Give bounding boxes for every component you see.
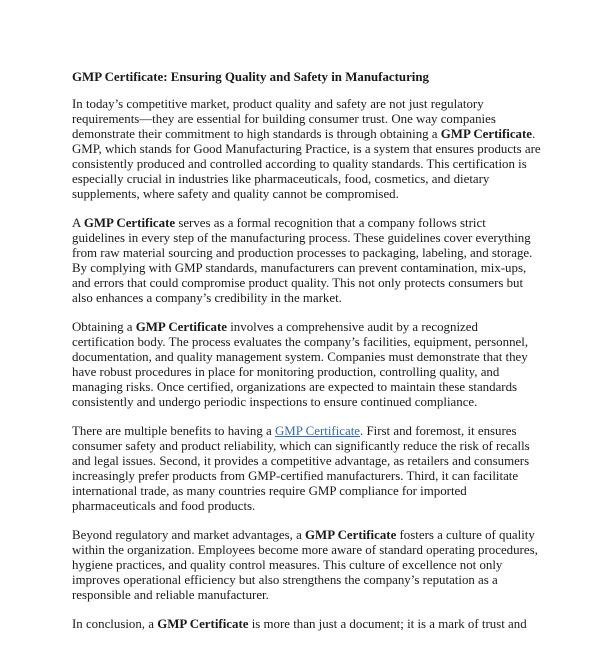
paragraph-culture (72, 528, 542, 603)
paragraph-intro (72, 97, 542, 202)
bold-term: GMP Certificate (135, 320, 227, 334)
text: Beyond regulatory and market advantages, a (72, 528, 306, 542)
bold-term: GMP Certificate (157, 617, 249, 631)
bold-term: GMP Certificate (440, 127, 533, 141)
text: In conclusion, a (72, 617, 158, 631)
text: . First and foremost, it ensures consumer safety and product reliability, which can significantly reduce the risk of recalls and legal issues. Second, it provides a competitive advantage, as retailers and consumers increasingly prefer products from GMP-certified manufacturers. Third, it can facilitate international trade, as many countries require GMP compliance for imported pharmaceuticals and food products. (72, 424, 530, 513)
text: Obtaining a (72, 320, 136, 334)
gmp-certificate-link[interactable]: GMP Certificate (274, 424, 361, 438)
paragraph-benefits (72, 424, 542, 514)
text: serves as a formal recognition that a company follows strict guidelines in every step of the manufacturing process. These guidelines cover everything from raw material sourcing and production processes to packaging, labeling, and storage. By complying with GMP standards, manufacturers can prevent contamination, mix-ups, and errors that could compromise product quality. This not only protects consumers but also enhances a company’s credibility in the market. (72, 216, 533, 305)
paragraph-audit (72, 320, 542, 410)
paragraph-conclusion (72, 617, 542, 632)
text: A (72, 216, 84, 230)
text: There are multiple benefits to having a (72, 424, 275, 438)
text: fosters a culture of quality within the organization. Employees become more aware of standard operating procedures, hygiene practices, and quality control measures. This culture of excellence not only improves operational efficiency but also strengthens the company’s reputation as a responsible and reliable manufacturer. (72, 528, 538, 602)
text: is more than just a document; it is a mark of trust and (248, 617, 527, 631)
paragraph-recognition (72, 216, 542, 306)
bold-term: GMP Certificate (305, 528, 397, 542)
document-title: GMP Certificate: Ensuring Quality and Safety in Manufacturing (72, 70, 429, 84)
text: . GMP, which stands for Good Manufacturing Practice, is a system that ensures products are consistently produced and controlled according to quality standards. This certification is especially crucial in industries like pharmaceuticals, food, cosmetics, and dietary supplements, where safety and quality cannot be compromised. (72, 127, 541, 201)
document-page (72, 70, 542, 646)
text: In today’s competitive market, product quality and safety are not just regulatory requirements—they are essential for building consumer trust. One way companies demonstrate their commitment to high standards is through obtaining a (72, 97, 496, 141)
bold-term: GMP Certificate (83, 216, 176, 230)
text: involves a comprehensive audit by a recognized certification body. The process evaluates the company’s facilities, equipment, personnel, documentation, and quality management system. Companies must demonstrate that they have robust procedures in place for monitoring production, controlling quality, and managing risks. Once certified, organizations are expected to maintain these standards consistently and undergo periodic inspections to ensure continued compliance. (72, 320, 529, 409)
